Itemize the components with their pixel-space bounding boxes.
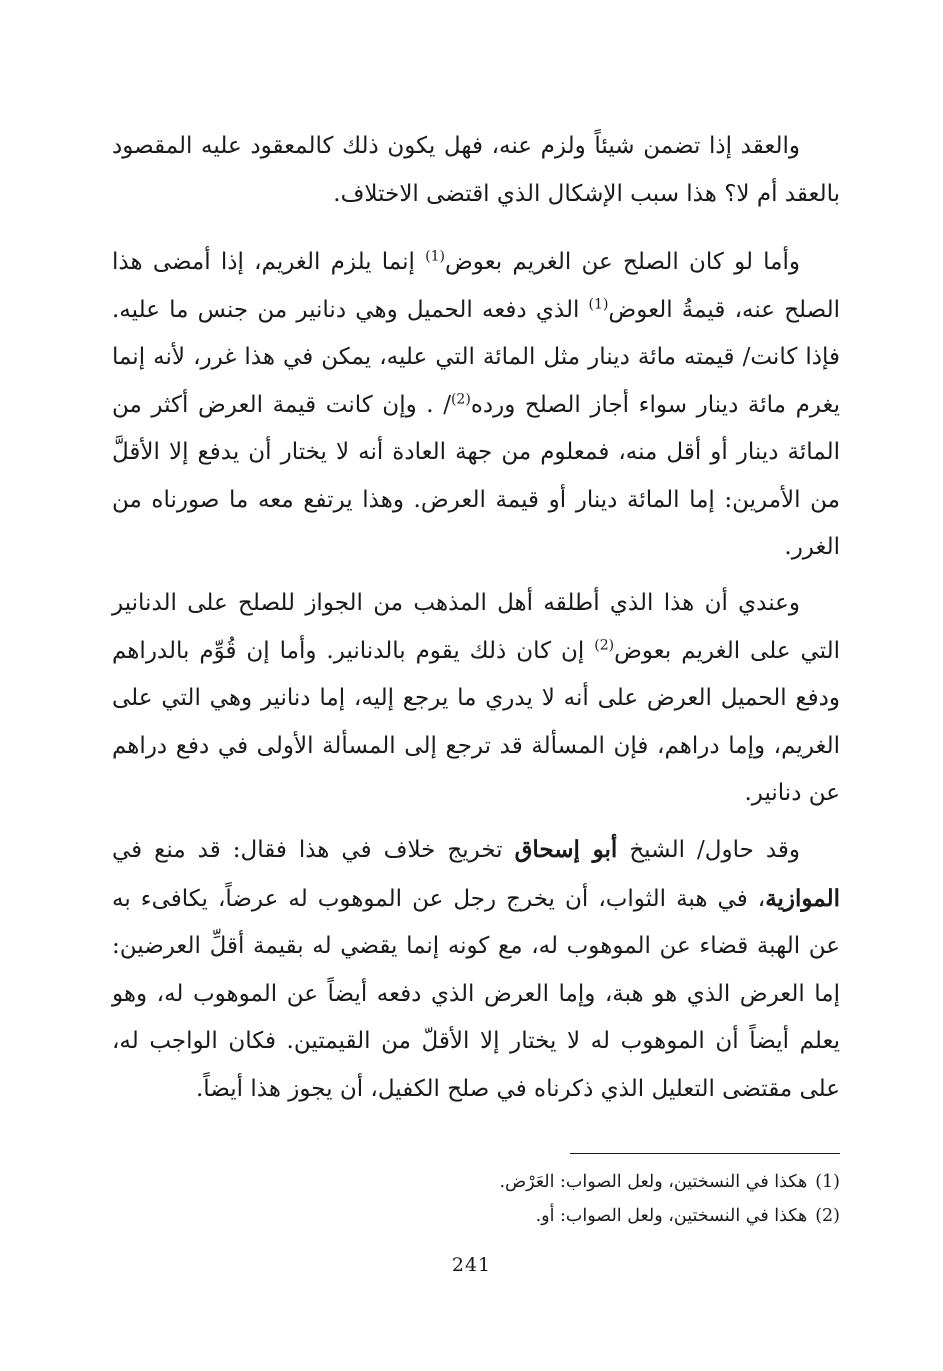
text-run: والعقد إذا تضمن شيئاً ولزم عنه، فهل يكون ذلك كالمعقود عليه المقصود بالعقد أم لا؟ هذا سبب الإشكال الذي اقتضى الاختلاف. xyxy=(112,133,840,207)
paragraph-text xyxy=(112,123,840,218)
text-run: ، في هبة الثواب، أن يخرج رجل عن الموهوب له عرضاً، يكافىء به عن الهبة قضاء عن الموهوب له، مع كونه إنما يقضي له بقيمة أقلِّ العرضين: إما العرض الذي هو هبة، وإما العرض الذي دفعه أيضاً عن الموهوب له، وهو يعلم أيضاً أن الموهوب له لا يختار إلا الأقلّ من القيمتين. فكان الواجب له، على مقتضى التعليل الذي ذكرناه في صلح الكفيل، أن يجوز هذا أيضاً. xyxy=(112,885,840,1102)
footnote-text: هكذا في النسختين، ولعل الصواب: العَرْض. xyxy=(499,1172,808,1192)
paragraph-4 xyxy=(112,826,840,1113)
footnote-reference: (1) xyxy=(588,295,609,312)
text-run: / . وإن كانت قيمة العرض أكثر من المائة دينار أو أقل منه، فمعلوم من جهة العادة أنه لا يختار أن يدفع إلا الأقلَّ من الأمرين: إما المائة دينار أو قيمة العرض. وهذا يرتفع معه ما صورناه من الغرر. xyxy=(112,391,840,560)
page-number: 241 xyxy=(451,1254,492,1276)
text-run: وعندي أن هذا الذي أطلقه أهل المذهب من الجواز للصلح على الدنانير التي على الغريم بعوض xyxy=(112,590,840,664)
paragraph-1 xyxy=(112,123,840,218)
footnote-reference: (2) xyxy=(450,390,471,407)
emphasized-name: أبو إسحاق xyxy=(514,836,618,863)
footnote-number: (2) xyxy=(815,1206,840,1226)
footnote-number: (1) xyxy=(815,1172,840,1192)
footnote-text: هكذا في النسختين، ولعل الصواب: أو. xyxy=(535,1206,808,1226)
footnotes xyxy=(400,1165,840,1233)
paragraph-text xyxy=(112,239,840,572)
footnote-2 xyxy=(400,1199,840,1233)
emphasized-name: الموازية xyxy=(765,884,840,912)
paragraph-text xyxy=(112,826,840,1113)
paragraph-text xyxy=(112,580,840,818)
text-run: وأما لو كان الصلح عن الغريم بعوض xyxy=(445,249,801,275)
text-run: إن كان ذلك يقوم بالدنانير. وأما إن قُوِّم بالدراهم ودفع الحميل العرض على أنه لا يدري ما يرجع إليه، إما دنانير وهي التي على الغريم، وإما دراهم، فإن المسألة قد ترجع إلى المسألة الأولى في دفع دراهم عن دنانير. xyxy=(112,637,840,806)
footnote-reference: (1) xyxy=(425,248,445,265)
footnote-reference: (2) xyxy=(594,636,615,653)
text-run: تخريج خلاف في هذا فقال: قد منع في xyxy=(112,837,515,863)
footnote-divider xyxy=(570,1153,840,1154)
text-run: إنما يلزم الغريم، إذا أمضى هذا الصلح عنه، قيمةُ العوض xyxy=(112,249,840,323)
text-run: وقد حاول/ الشيخ xyxy=(617,837,800,863)
paragraph-3 xyxy=(112,580,840,818)
paragraph-2 xyxy=(112,239,840,572)
footnote-1 xyxy=(400,1165,840,1199)
text-run: الذي دفعه الحميل وهي دنانير من جنس ما عليه. فإذا كانت/ قيمته مائة دينار مثل المائة التي عليه، يمكن في هذا غرر، لأنه إنما يغرم مائة دينار سواء أجاز الصلح ورده xyxy=(112,296,840,418)
